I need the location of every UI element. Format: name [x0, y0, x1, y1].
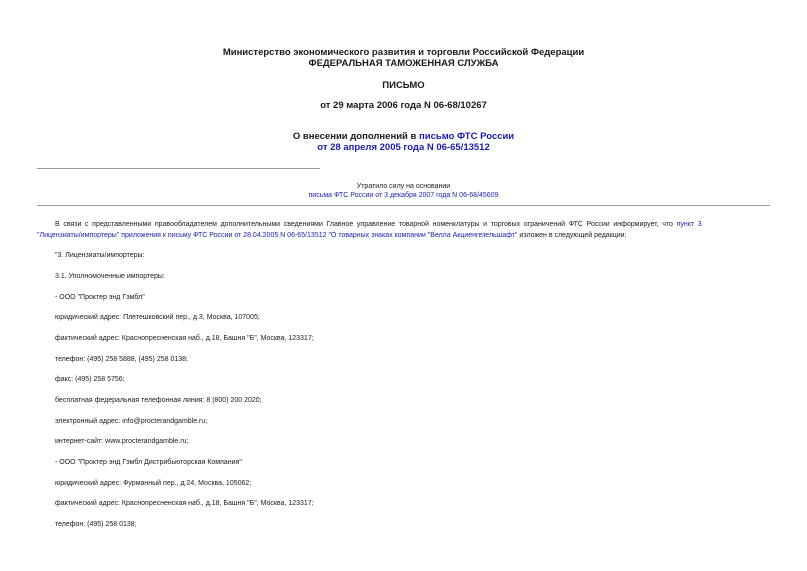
intro-text-2: изложен в следующей редакции:	[517, 232, 627, 239]
list-item: телефон: (495) 258 0138;	[55, 521, 137, 528]
list-item: 3.1. Уполномоченные импортеры:	[55, 273, 165, 280]
title-link-part-1[interactable]: письмо ФТС России	[419, 131, 515, 142]
lost-force-note: Утратило силу на основании	[356, 183, 451, 190]
ministry-heading: Министерство экономического развития и торговли Российской Федерации	[222, 47, 585, 58]
list-item: - ООО "Проктер энд Гэмбл Дистрибьюторская Компания"	[55, 459, 242, 466]
intro-line-1	[37, 219, 770, 230]
title-link-part-2[interactable]: от 28 апреля 2005 года N 06-65/13512	[317, 142, 490, 153]
list-item: интернет-сайт: www.procterandgamble.ru;	[55, 438, 189, 445]
list-item: электронный адрес: info@procterandgamble.ru;	[55, 418, 208, 425]
intro-paragraph	[37, 219, 770, 241]
document-type: ПИСЬМО	[382, 80, 425, 91]
list-item: телефон: (495) 258 5888, (495) 258 0138;	[55, 356, 188, 363]
document-date-number: от 29 марта 2006 года N 06-68/10267	[320, 100, 487, 111]
lost-force-link[interactable]: письма ФТС России от 3 декабря 2007 года N 06-68/45609	[308, 192, 499, 199]
list-item: юридический адрес: Фурманный пер., д.24, Москва, 105062;	[55, 480, 252, 487]
title-prefix: О внесении дополнений в	[292, 131, 417, 142]
list-item: фактический адрес: Краснопресненская наб., д.18, Башня "Б", Москва, 123317;	[55, 335, 314, 342]
divider-bottom	[37, 205, 770, 206]
list-item: фактический адрес: Краснопресненская наб., д.18, Башня "Б", Москва, 123317;	[55, 500, 314, 507]
list-item: юридический адрес: Плетешковский пер., д.3, Москва, 107005;	[55, 314, 260, 321]
list-item: бесплатная федеральная телефонная линия: 8 (800) 200 2020;	[55, 397, 262, 404]
intro-text-1: В связи с представленными правообладателем дополнительными сведениями Главное управление товарной номенклатуры и торговых ограничений ФТС России информирует, что	[55, 221, 673, 228]
service-heading: ФЕДЕРАЛЬНАЯ ТАМОЖЕННАЯ СЛУЖБА	[308, 58, 499, 69]
lost-force-link-line	[0, 191, 807, 201]
list-item: "3. Лицензиаты/импортеры:	[55, 252, 145, 259]
intro-line-2	[37, 230, 770, 241]
list-item: факс: (495) 258 5756;	[55, 376, 125, 383]
intro-link-2[interactable]: "Лицензиаты/импортеры" приложения к письму ФТС России от 28.04.2005 N 06-65/13512 "О товарных знаках компании "Велла Акциенгезельшафт"	[37, 232, 518, 239]
document-title-line-1	[0, 131, 807, 142]
intro-link-1[interactable]: пункт 3	[676, 221, 702, 228]
document-title-line-2	[0, 142, 807, 153]
divider-top	[37, 168, 320, 169]
list-item: - ООО "Проктер энд Гэмбл"	[55, 294, 145, 301]
